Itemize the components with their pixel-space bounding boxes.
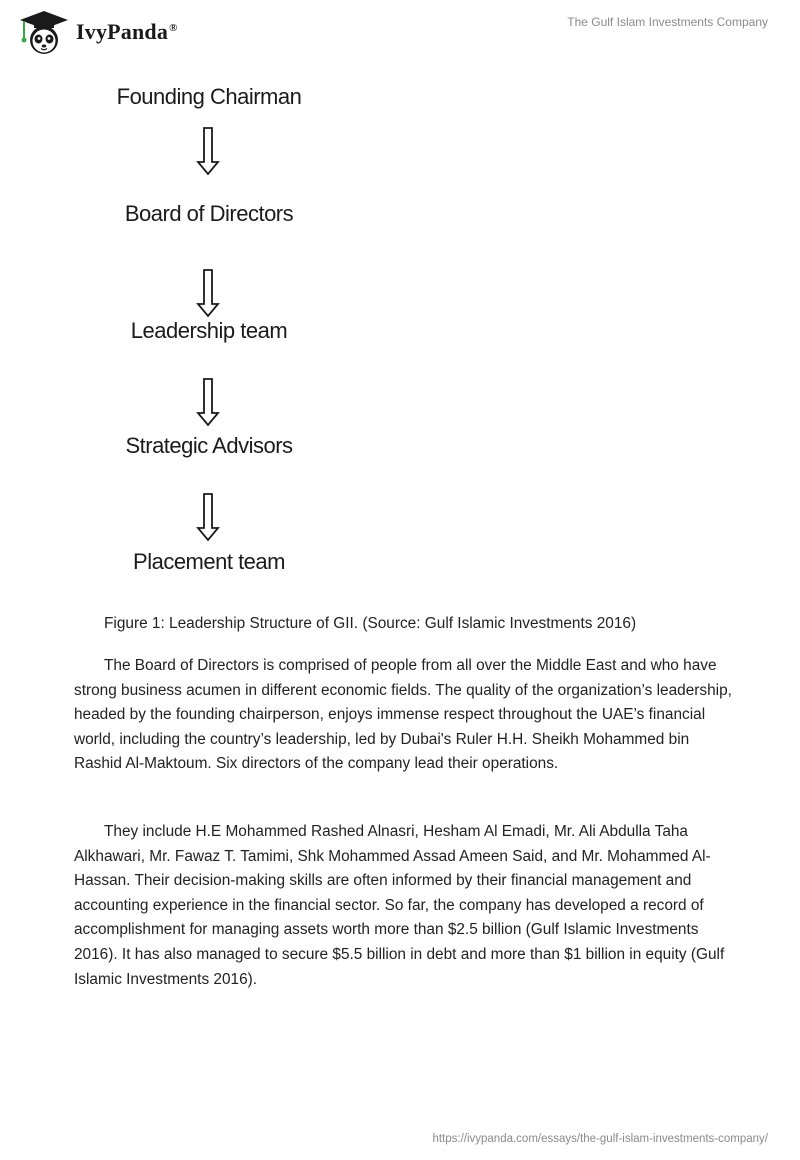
document-title: The Gulf Islam Investments Company bbox=[567, 15, 768, 29]
flow-node-strategic-advisors: Strategic Advisors bbox=[125, 433, 293, 458]
double-down-arrow-icon bbox=[195, 377, 221, 427]
flow-node-leadership-team: Leadership team bbox=[130, 318, 288, 343]
figure-caption: Figure 1: Leadership Structure of GII. (Source: Gulf Islamic Investments 2016) bbox=[104, 615, 637, 632]
double-down-arrow-icon bbox=[195, 126, 221, 176]
flow-node-placement-team: Placement team bbox=[133, 549, 285, 574]
page-header bbox=[0, 0, 800, 60]
brand-name: IvyPanda® bbox=[76, 19, 178, 44]
panda-graduate-logo-icon bbox=[14, 8, 72, 56]
body-paragraph-1: The Board of Directors is comprised of people from all over the Middle East and who have strong business acumen in different economic fields. The quality of the organization’s leadership, headed by the founding chairperson, enjoys immense respect throughout the UAE’s financial world, including the country’s leadership, led by Dubai's Ruler H.H. Sheikh Mohammed bin Rashid Al-Maktoum. Six directors of the company lead their operations. bbox=[74, 657, 732, 773]
brand-logo-link[interactable] bbox=[14, 8, 178, 56]
body-paragraph-2: They include H.E Mohammed Rashed Alnasri, Hesham Al Emadi, Mr. Ali Abdulla Taha Alkhawari, Mr. Fawaz T. Tamimi, Shk Mohammed Assad Ameen Said, and Mr. Mohammed Al-Hassan. Their decision-making skills are often informed by their financial management and accounting experience in the financial sector. So far, the company has developed a record of accomplishment for managing assets worth more than $2.5 billion (Gulf Islamic Investments 2016). It has also managed to secure $5.5 billion in debt and more than $1 billion in equity (Gulf Islamic Investments 2016). bbox=[74, 823, 725, 988]
double-down-arrow-icon bbox=[195, 492, 221, 542]
flow-node-founding-chairman: Founding Chairman bbox=[116, 84, 302, 109]
source-url-link[interactable]: https://ivypanda.com/essays/the-gulf-islam-investments-company/ bbox=[432, 1133, 768, 1145]
double-down-arrow-icon bbox=[195, 268, 221, 318]
flow-node-board-of-directors: Board of Directors bbox=[124, 201, 294, 226]
registered-mark: ® bbox=[169, 21, 178, 34]
